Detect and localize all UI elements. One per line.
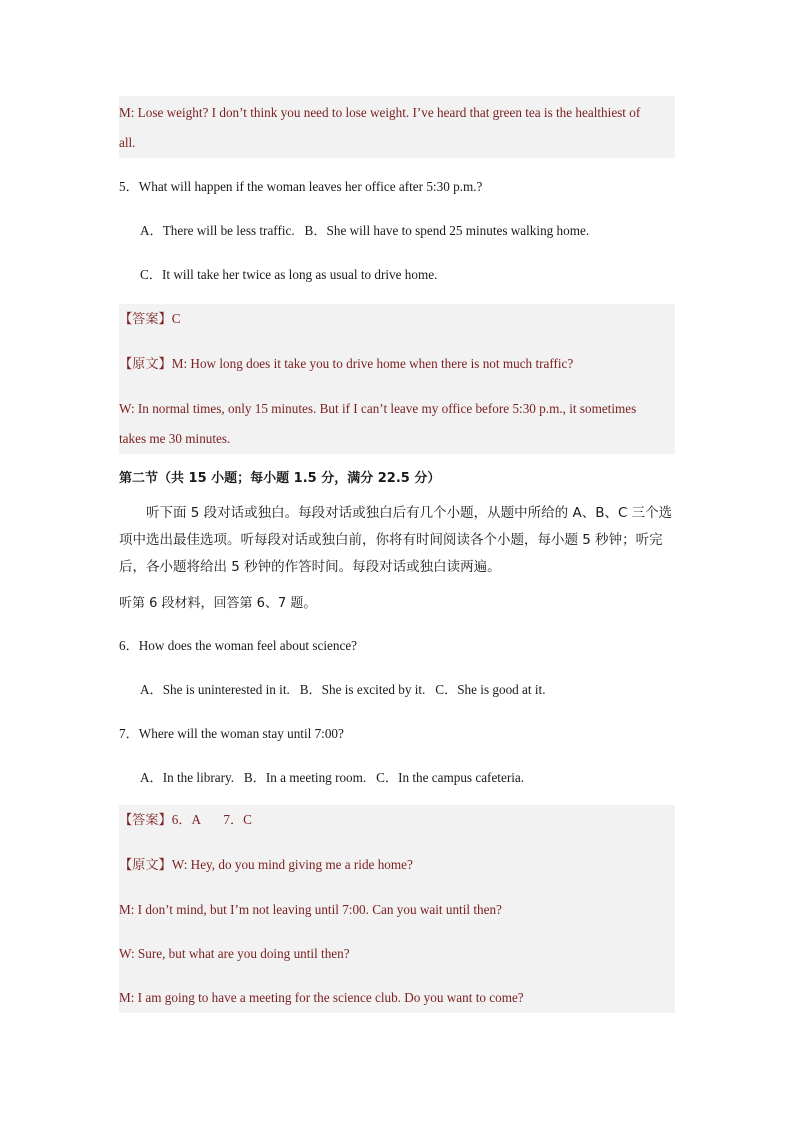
section-instructions: 听下面 5 段对话或独白。每段对话或独白后有几个小题，从题中所给的 A、B、C 三个选项中选出最佳选项。听每段对话或独白前，你将有时间阅读各个小题，每小题 5 秒钟；听完后，各小题将给出 5 秒钟的作答时间。每段对话或独白读两遍。 — [119, 505, 673, 575]
question-5-stem: 5．What will happen if the woman leaves her office after 5:30 p.m.? — [119, 179, 483, 194]
answer-tag: 【答案】 — [119, 813, 172, 828]
transcript-line: 【原文】M: How long does it take you to drive home when there is not much traffic? — [119, 356, 574, 372]
question-7-stem: 7．Where will the woman stay until 7:00? — [119, 726, 344, 741]
answer-block-6-7 — [119, 805, 675, 1013]
answer-line — [119, 805, 675, 836]
transcript-block-4 — [119, 96, 675, 158]
question-5-options-ab: A．There will be less traffic. B．She will have to spend 25 minutes walking home. — [140, 223, 590, 238]
question-5-option-c: C．It will take her twice as long as usual to drive home. — [140, 267, 438, 282]
transcript-line: M: I don’t mind, but I’m not leaving until 7:00. Can you wait until then? — [119, 902, 502, 917]
transcript-line: M: I am going to have a meeting for the science club. Do you want to come? — [119, 990, 524, 1005]
answer-value: C — [171, 311, 181, 326]
question-7-options: A．In the library. B．In a meeting room. C．In the campus cafeteria. — [140, 770, 525, 785]
transcript-line: 【原文】W: Hey, do you mind giving me a ride home? — [119, 857, 413, 873]
transcript-line: all. — [119, 135, 136, 150]
answer-tag: 【答案】 — [119, 312, 172, 327]
transcript-line: W: In normal times, only 15 minutes. But if I can’t leave my office before 5:30 p.m., it sometimes — [119, 401, 637, 416]
transcript-tag: 【原文】 — [119, 357, 172, 372]
transcript-line: M: Lose weight? I don’t think you need to lose weight. I’ve heard that green tea is the healthiest of — [119, 105, 641, 120]
transcript-line: takes me 30 minutes. — [119, 431, 231, 446]
question-6-stem: 6．How does the woman feel about science? — [119, 638, 358, 653]
answer-value: 6．A 7．C — [171, 812, 252, 827]
transcript-line: W: Sure, but what are you doing until then? — [119, 946, 350, 961]
section-intro: 听第 6 段材料，回答第 6、7 题。 — [119, 596, 317, 611]
transcript-tag: 【原文】 — [119, 858, 172, 873]
document-page — [119, 96, 675, 1013]
section-title: 第二节（共 15 小题；每小题 1.5 分，满分 22.5 分） — [119, 471, 441, 486]
answer-line — [119, 304, 675, 335]
question-6-options: A．She is uninterested in it. B．She is excited by it. C．She is good at it. — [140, 682, 546, 697]
answer-block-5 — [119, 304, 675, 454]
